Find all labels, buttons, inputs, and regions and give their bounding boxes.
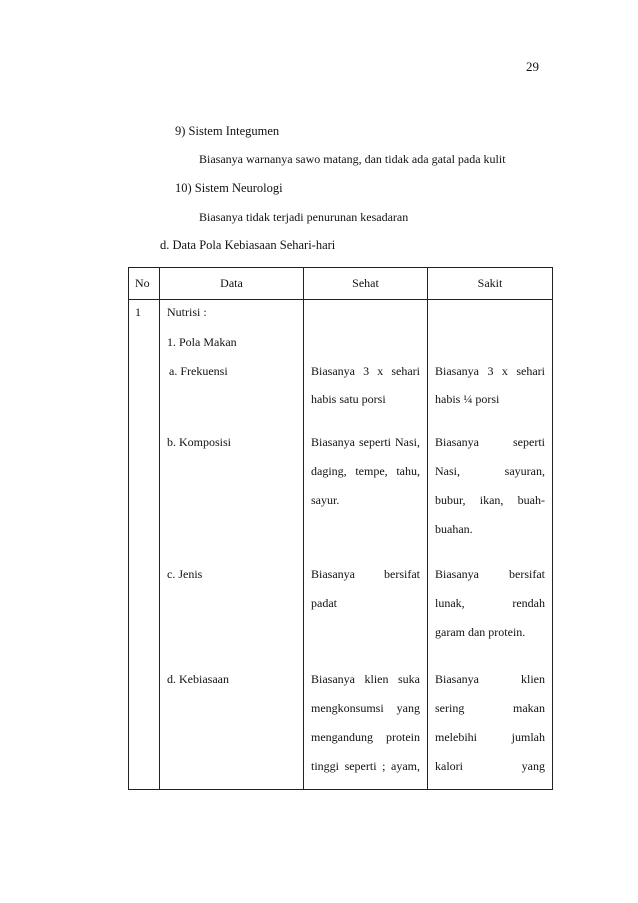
table-row: [129, 300, 553, 790]
sakit-komposisi-line: Biasanya seperti: [435, 435, 545, 449]
sehat-kebiasaan-line: Biasanya klien suka: [311, 672, 420, 686]
sehat-frekuensi-line: Biasanya 3 x sehari: [311, 364, 420, 378]
komposisi-label: b. Komposisi: [167, 435, 232, 449]
pola-makan-label: 1. Pola Makan: [167, 335, 237, 349]
item-heading-neurologi: 10) Sistem Neurologi: [175, 181, 283, 195]
sakit-kebiasaan-line: sering makan: [435, 701, 545, 715]
frekuensi-label: a. Frekuensi: [169, 364, 228, 378]
page-number: 29: [526, 59, 539, 74]
sehat-komposisi-line: sayur.: [311, 493, 340, 507]
sakit-kebiasaan-line: melebihi jumlah: [435, 730, 545, 744]
jenis-label: c. Jenis: [167, 567, 203, 581]
nutrisi-label: Nutrisi :: [167, 305, 207, 319]
header-no: No: [129, 268, 160, 300]
sehat-komposisi-line: daging, tempe, tahu,: [311, 464, 420, 478]
sakit-frekuensi-line: habis ¼ porsi: [435, 392, 500, 406]
sehat-kebiasaan-line: mengkonsumsi yang: [311, 701, 420, 715]
sakit-komposisi-line: bubur, ikan, buah-: [435, 493, 545, 507]
pola-kebiasaan-table: [128, 267, 553, 790]
sehat-kebiasaan-line: mengandung protein: [311, 730, 420, 744]
sakit-kebiasaan-line: Biasanya klien: [435, 672, 545, 686]
sakit-jenis-line: garam dan protein.: [435, 625, 526, 639]
sakit-jenis-line: lunak, rendah: [435, 596, 545, 610]
section-title: d. Data Pola Kebiasaan Sehari-hari: [160, 238, 336, 252]
row-number: 1: [135, 305, 141, 319]
sehat-komposisi-line: Biasanya seperti Nasi,: [311, 435, 420, 449]
header-sehat: Sehat: [304, 268, 428, 300]
item-text-neurologi: Biasanya tidak terjadi penurunan kesadaran: [199, 210, 409, 224]
cell-no: [129, 300, 160, 790]
kebiasaan-label: d. Kebiasaan: [167, 672, 229, 686]
sehat-frekuensi-line: habis satu porsi: [311, 392, 386, 406]
cell-sakit: [428, 300, 553, 790]
item-text-integumen: Biasanya warnanya sawo matang, dan tidak ada gatal pada kulit: [199, 152, 506, 166]
table-header-row: [129, 268, 553, 300]
sakit-komposisi-line: buahan.: [435, 522, 473, 536]
header-sakit: Sakit: [428, 268, 553, 300]
item-heading-integumen: 9) Sistem Integumen: [175, 124, 280, 138]
cell-sehat: [304, 300, 428, 790]
sehat-kebiasaan-line: tinggi seperti ; ayam,: [311, 759, 420, 773]
sakit-jenis-line: Biasanya bersifat: [435, 567, 545, 581]
cell-data: [160, 300, 304, 790]
header-data: Data: [160, 268, 304, 300]
sehat-jenis-line: Biasanya bersifat: [311, 567, 420, 581]
sehat-jenis-line: padat: [311, 596, 337, 610]
sakit-frekuensi-line: Biasanya 3 x sehari: [435, 364, 545, 378]
sakit-kebiasaan-line: kalori yang: [435, 759, 545, 773]
sakit-komposisi-line: Nasi, sayuran,: [435, 464, 545, 478]
